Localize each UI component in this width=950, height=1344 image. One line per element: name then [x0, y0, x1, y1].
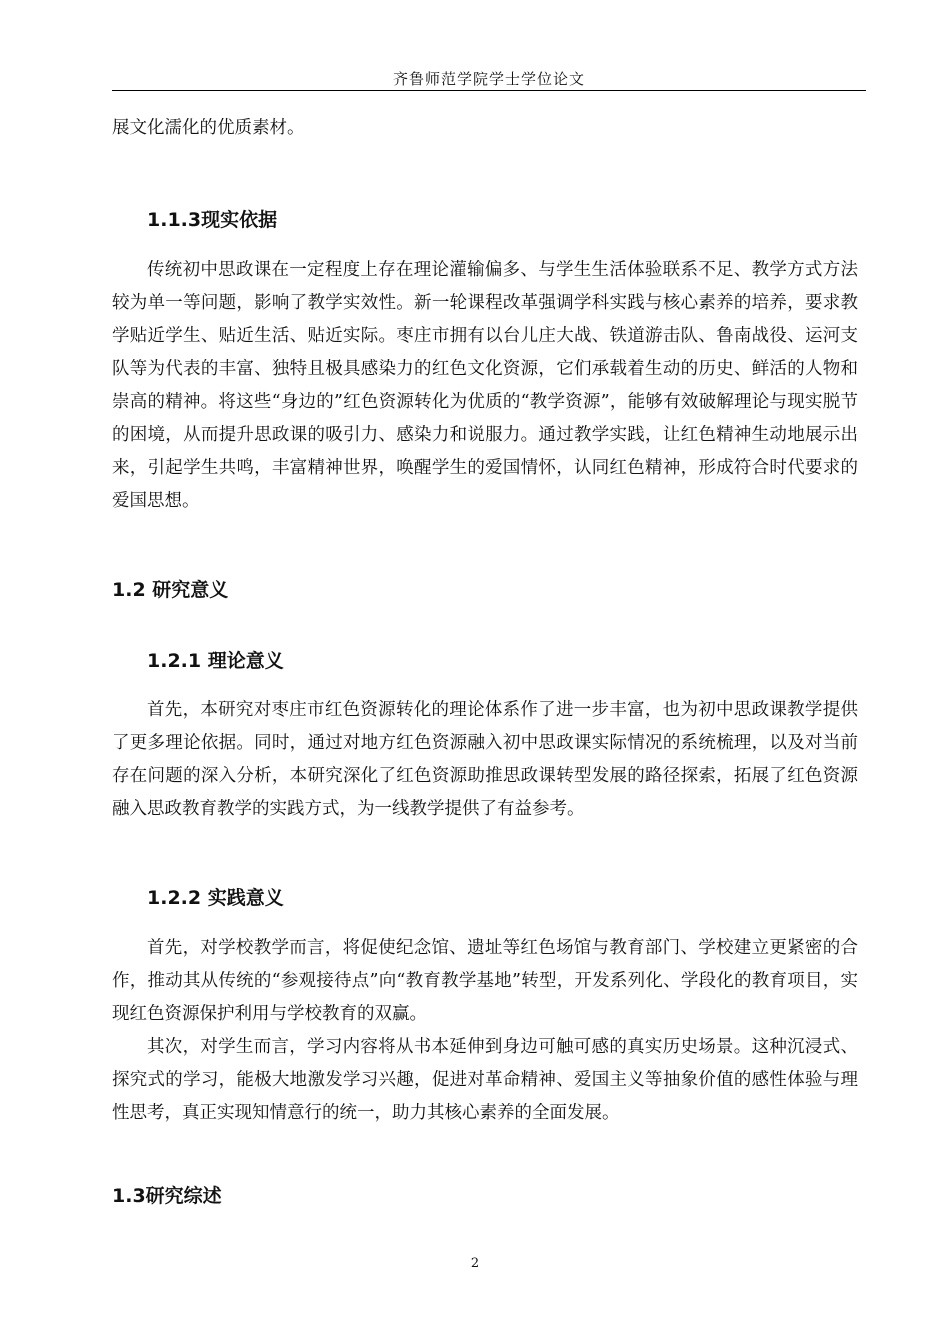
paragraph-1-2-2-b: 其次，对学生而言，学习内容将从书本延伸到身边可触可感的真实历史场景。这种沉浸式、探究式的学习，能极大地激发学习兴趣，促进对革命精神、爱国主义等抽象价值的感性体验与理性思考，真正实现知情意行的统一，助力其核心素养的全面发展。	[112, 1037, 858, 1123]
paragraph-1-1-3: 传统初中思政课在一定程度上存在理论灌输偏多、与学生生活体验联系不足、教学方式方法较为单一等问题，影响了教学实效性。新一轮课程改革强调学科实践与核心素养的培养，要求教学贴近学生、贴近生活、贴近实际。枣庄市拥有以台儿庄大战、铁道游击队、鲁南战役、运河支队等为代表的丰富、独特且极具感染力的红色文化资源，它们承载着生动的历史、鲜活的人物和崇高的精神。将这些“身边的”红色资源转化为优质的“教学资源”，能够有效破解理论与现实脱节的困境，从而提升思政课的吸引力、感染力和说服力。通过教学实践，让红色精神生动地展示出来，引起学生共鸣，丰富精神世界，唤醒学生的爱国情怀，认同红色精神，形成符合时代要求的爱国思想。	[112, 260, 858, 511]
running-header: 齐鲁师范学院学士学位论文	[392, 70, 585, 88]
section-heading-1-2-2: 1.2.2 实践意义	[147, 887, 284, 909]
paragraph-1-2-1: 首先，本研究对枣庄市红色资源转化的理论体系作了进一步丰富，也为初中思政课教学提供了更多理论依据。同时，通过对地方红色资源融入初中思政课实际情况的系统梳理，以及对当前存在问题的深入分析，本研究深化了红色资源助推思政课转型发展的路径探索，拓展了红色资源融入思政教育教学的实践方式，为一线教学提供了有益参考。	[112, 700, 858, 819]
page-number: 2	[470, 1256, 480, 1271]
section-heading-1-1-3: 1.1.3现实依据	[147, 209, 278, 231]
section-heading-1-3: 1.3研究综述	[112, 1185, 222, 1207]
continued-paragraph: 展文化濡化的优质素材。	[112, 118, 305, 138]
paragraph-1-2-2-a: 首先，对学校教学而言，将促使纪念馆、遗址等红色场馆与教育部门、学校建立更紧密的合作，推动其从传统的“参观接待点”向“教育教学基地”转型，开发系列化、学段化的教育项目，实现红色资源保护利用与学校教育的双赢。	[112, 938, 858, 1024]
section-heading-1-2: 1.2 研究意义	[112, 579, 229, 601]
section-heading-1-2-1: 1.2.1 理论意义	[147, 650, 284, 672]
header-rule	[112, 90, 866, 91]
